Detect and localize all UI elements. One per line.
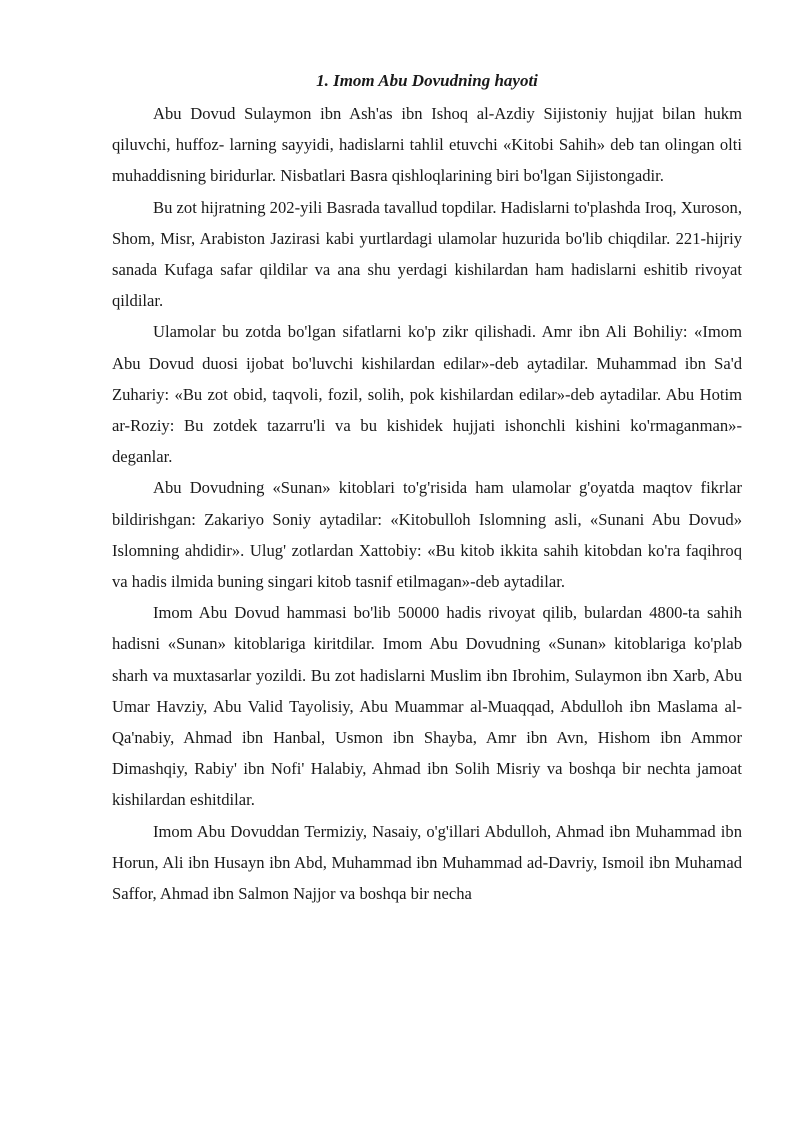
paragraph-1: Abu Dovud Sulaymon ibn Ash'as ibn Ishoq al-Azdiy Sijistoniy hujjat bilan hukm qiluvchi, huffoz- larning sayyidi, hadislarni tahlil etuvchi «Kitobi Sahih» deb tan olingan olti muhaddisning biridurlar. Nisbatlari Basra qishloqlarining biri bo'lgan Sijistongadir. <box>112 104 742 186</box>
paragraph-3: Ulamolar bu zotda bo'lgan sifatlarni ko'p zikr qilishadi. Amr ibn Ali Bohiliy: «Imom Abu Dovud duosi ijobat bo'luvchi kishilardan edilar»-deb aytadilar. Muhammad ibn Sa'd Zuhariy: «Bu zot obid, taqvoli, fozil, solih, pok kishilardan edilar»-deb aytadilar. Abu Hotim ar-Roziy: Bu zotdek tazarru'li va bu kishidek hujjati ishonchli kishini ko'rmaganman»- deganlar. <box>112 322 742 467</box>
document-page <box>112 70 742 909</box>
section-heading: 1. Imom Abu Dovudning hayoti <box>316 71 538 90</box>
paragraph-5: Imom Abu Dovud hammasi bo'lib 50000 hadis rivoyat qilib, bulardan 4800-ta sahih hadisni «Sunan» kitoblariga kiritdilar. Imom Abu Dovudning «Sunan» kitoblariga ko'plab sharh va muxtasarlar yozildi. Bu zot hadislarni Muslim ibn Ibrohim, Sulaymon ibn Xarb, Abu Umar Havziy, Abu Valid Tayolisiy, Abu Muammar al-Muaqqad, Abdulloh ibn Maslama al-Qa'nabiy, Ahmad ibn Hanbal, Usmon ibn Shayba, Amr ibn Avn, Hishom ibn Ammor Dimashqiy, Rabiy' ibn Nofi' Halabiy, Ahmad ibn Solih Misriy va boshqa bir nechta jamoat kishilardan eshitdilar. <box>112 603 742 810</box>
paragraph-2: Bu zot hijratning 202-yili Basrada tavallud topdilar. Hadislarni to'plashda Iroq, Xuroson, Shom, Misr, Arabiston Jazirasi kabi yurtlardagi ulamolar huzurida bo'lib chiqdilar. 221-hijriy sanada Kufaga safar qildilar va ana shu yerdagi kishilardan ham hadislarni eshitib rivoyat qildilar. <box>112 197 742 311</box>
paragraph-4: Abu Dovudning «Sunan» kitoblari to'g'risida ham ulamolar g'oyatda maqtov fikrlar bildirishgan: Zakariyo Soniy aytadilar: «Kitobulloh Islomning asli, «Sunani Abu Dovud» Islomning ahdidir». Ulug' zotlardan Xattobiy: «Bu kitob ikkita sahih kitobdan ko'ra faqihroq va hadis ilmida buning singari kitob tasnif etilmagan»-deb aytadilar. <box>112 478 742 592</box>
paragraph-6: Imom Abu Dovuddan Termiziy, Nasaiy, o'g'illari Abdulloh, Ahmad ibn Muhammad ibn Horun, Ali ibn Husayn ibn Abd, Muhammad ibn Muhammad ad-Davriy, Ismoil ibn Muhamad Saffor, Ahmad ibn Salmon Najjor va boshqa bir necha <box>112 821 742 904</box>
